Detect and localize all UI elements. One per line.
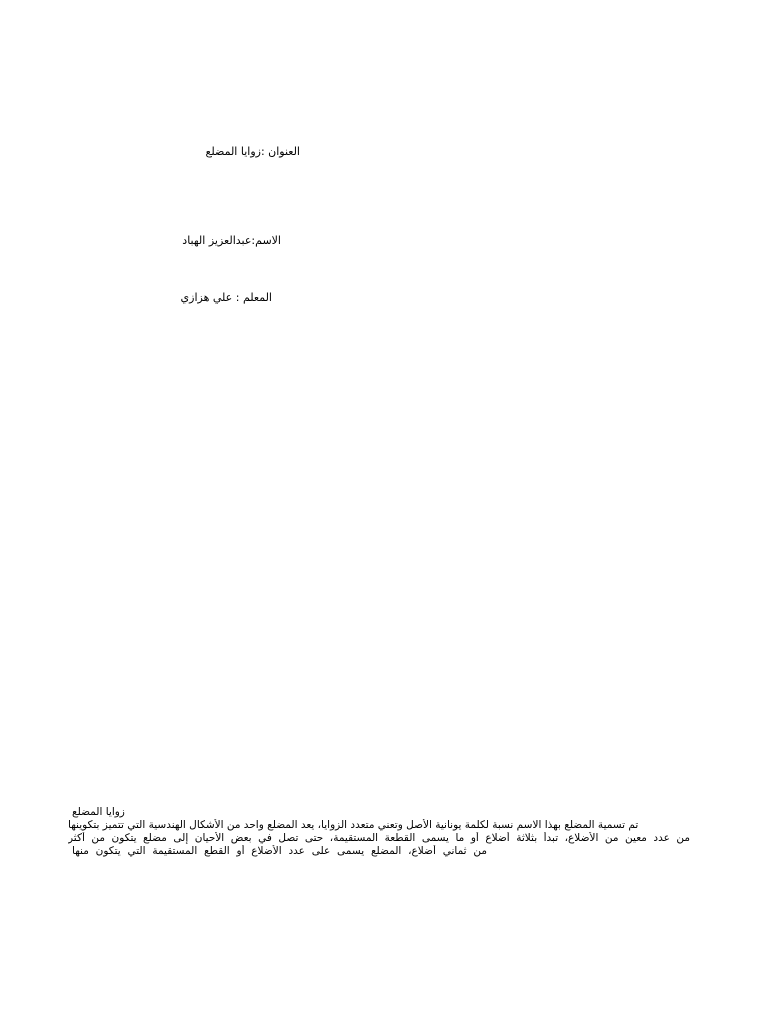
teacher-name-line: المعلم : علي هزازي: [180, 291, 272, 304]
section-heading: زوايا المضلع: [72, 806, 125, 818]
title-line: العنوان :زوايا المضلع: [205, 145, 300, 158]
content-section: [68, 806, 690, 858]
paragraph-line-3: من ثماني أضلاع، المضلع يسمى على عدد الأضلاع أو القطع المستقيمة التي يتكون منها: [72, 845, 487, 857]
student-name-line: الاسم:عبدالعزيز الهباد: [182, 234, 281, 247]
paragraph-line-2: من عدد معين من الأضلاع، تبدأ بثلاثة أضلاع أو ما يسمى القطعة المستقيمة، حتى تصل في بعض الأحيان إلى مضلع يتكون من أكثر: [68, 832, 690, 844]
paragraph-line-1: تم تسمية المضلع بهذا الاسم نسبة لكلمة يونانية الأصل وتعني متعدد الزوايا، يعد المضلع واحد من الأشكال الهندسية التي تتميز بتكوينها: [68, 819, 639, 831]
